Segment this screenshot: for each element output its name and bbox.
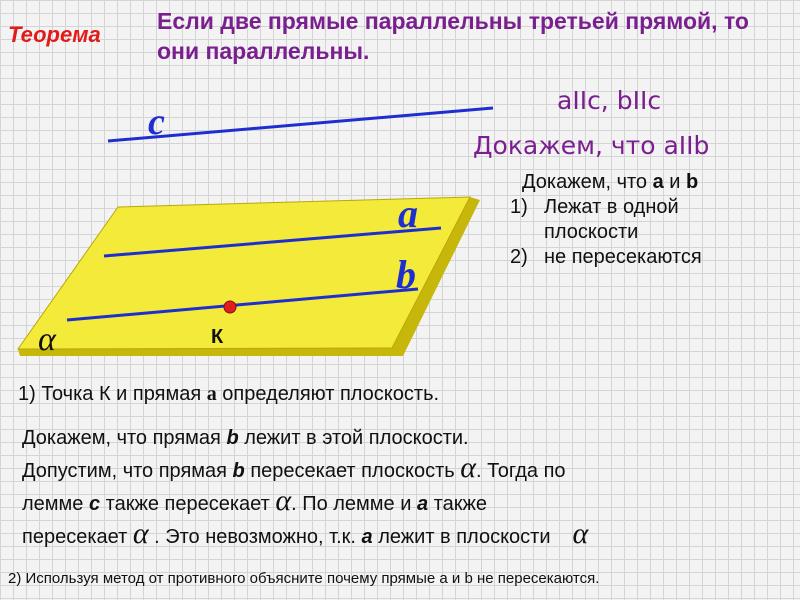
proof-line-4: пересекает α . Это невозможно, т.к. a лежит в плоскости α [22,517,589,550]
line-a-label: a [398,191,418,236]
plan-item-1-cont: плоскости [544,221,639,243]
plan-item-2: 2) не пересекаются [510,246,702,268]
given-statement: aIIc, bIIc [557,86,662,115]
plane-label: α [38,321,56,358]
alpha-symbol: α [572,517,589,550]
point-k [224,301,236,313]
proof-plan [510,170,800,270]
alpha-symbol: α [132,517,149,550]
exercise-note: 2) Используя метод от противного объясните почему прямые а и b не пересекаются. [8,570,600,587]
theorem-label: Теорема [8,22,101,47]
alpha-symbol: α [460,451,476,484]
plan-intro: Докажем, что a и b [522,171,699,193]
proof-line-3: лемме c также пересекает α. По лемме и a также [22,484,487,517]
alpha-symbol: α [275,484,292,517]
point-k-label: К [211,326,224,348]
proof-text [22,424,792,552]
line-c-label: c [148,101,165,143]
line-b-label: b [396,252,416,297]
plan-item-1: 1) Лежат в одной [510,196,679,218]
theorem-statement: Если две прямые параллельны третьей прямой, то они параллельны. [157,8,749,64]
proof-line-1: Докажем, что прямая b лежит в этой плоскости. [22,427,469,449]
line-c [108,108,493,141]
step-1: 1) Точка К и прямая a определяют плоскость. [18,383,440,405]
prove-statement: Докажем, что aIIb [473,131,710,160]
proof-line-2: Допустим, что прямая b пересекает плоскость α. Тогда по [22,451,566,484]
